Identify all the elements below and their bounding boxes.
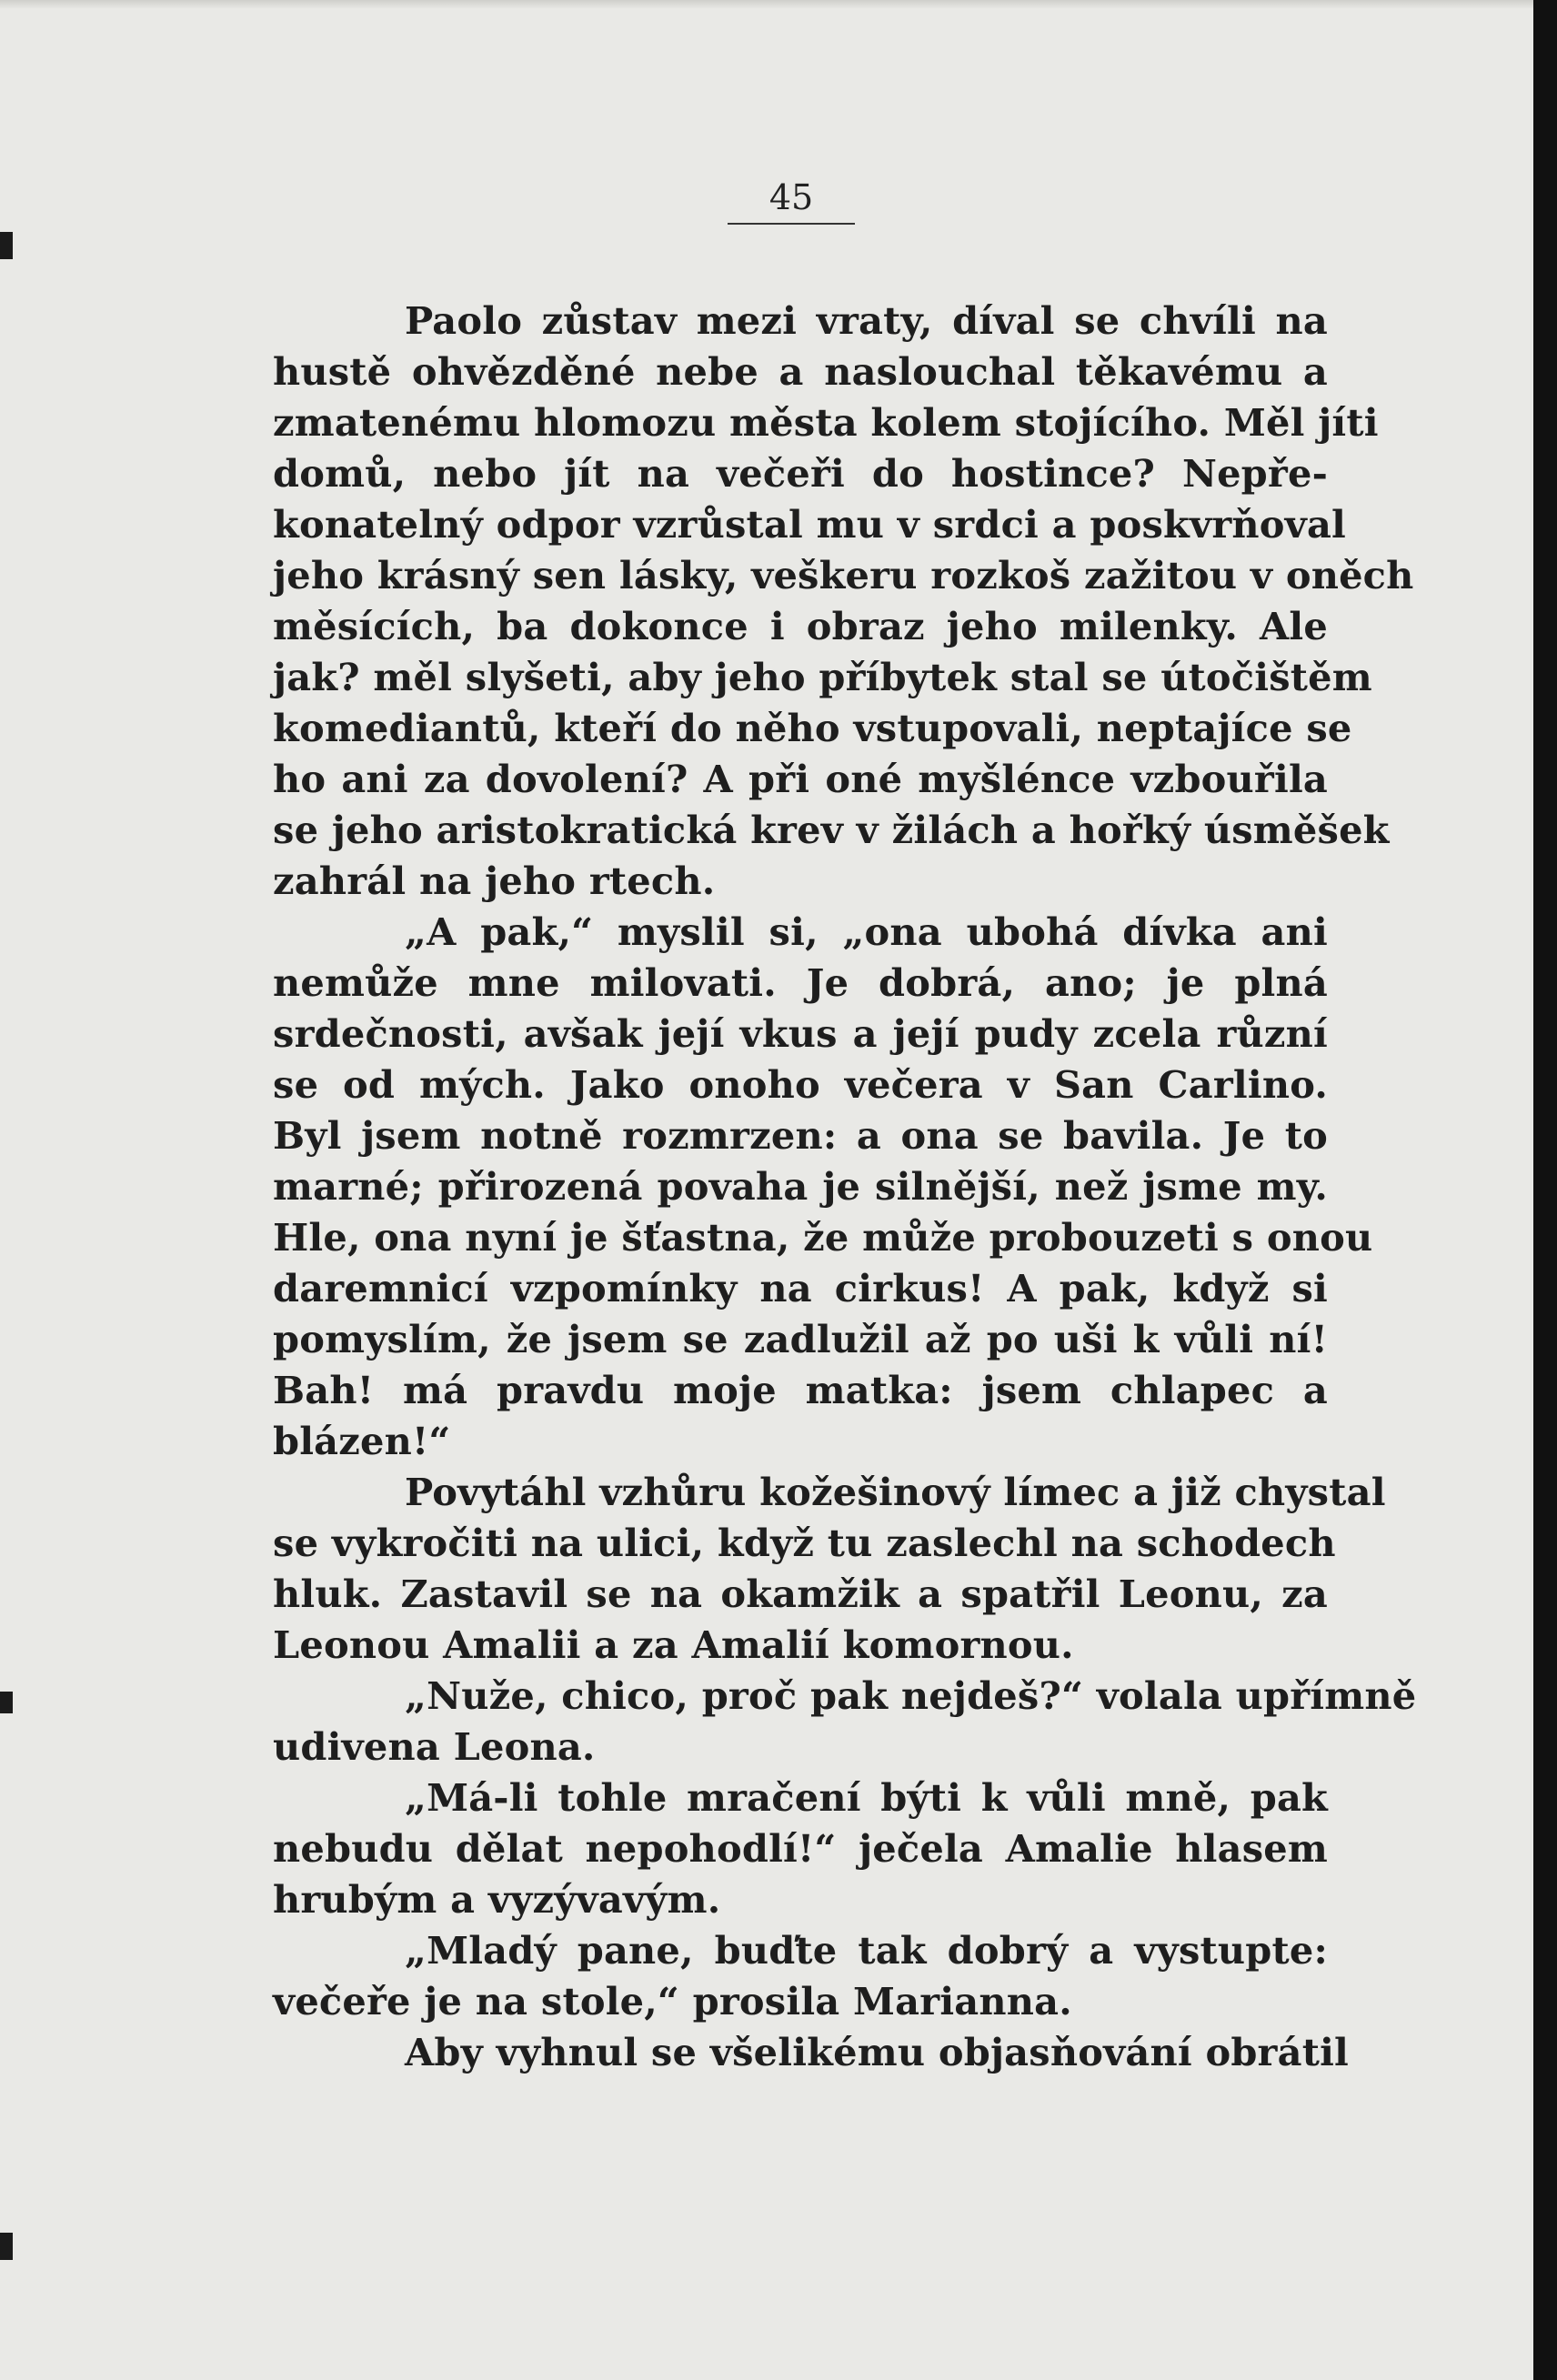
binding-mark [0,2233,13,2260]
text-line: jak? měl slyšeti, aby jeho příbytek stal se útočištěm [273,655,1372,699]
body-text [273,296,1417,2078]
text-line: daremnicí vzpomínky na cirkus! A pak, když si [273,1266,1328,1311]
text-line: „Má-li tohle mračení býti k vůli mně, pak [405,1775,1328,1820]
scan-border [1533,0,1557,2380]
text-line: Bah! má pravdu moje matka: jsem chlapec a [273,1368,1328,1412]
binding-mark [0,232,13,259]
text-line: srdečnosti, avšak její vkus a její pudy zcela různí [273,1011,1328,1056]
text-line: se od mých. Jako onoho večera v San Carlino. [273,1062,1328,1107]
page-number: 45 [728,177,855,225]
text-line: se jeho aristokratická krev v žilách a hořký úsměšek [273,808,1390,852]
text-line: domů, nebo jít na večeři do hostince? Nepře- [273,451,1328,496]
binding-mark [0,1692,13,1713]
text-line: konatelný odpor vzrůstal mu v srdci a poskvrňoval [273,502,1347,547]
text-line: jeho krásný sen lásky, veškeru rozkoš zažitou v oněch [273,553,1414,598]
text-line: „A pak,“ myslil si, „ona ubohá dívka ani [405,909,1328,954]
text-line: Aby vyhnul se všelikému objasňování obrátil [405,2030,1350,2074]
text-line: se vykročiti na ulici, když tu zaslechl na schodech [273,1521,1336,1565]
text-line: komediantů, kteří do něho vstupovali, neptajíce se [273,706,1352,750]
text-line: hluk. Zastavil se na okamžik a spatřil Leonu, za [273,1572,1328,1616]
text-line: „Nuže, chico, proč pak nejdeš?“ volala upřímně [405,1673,1417,1718]
text-line: ho ani za dovolení? A při oné myšlénce vzbouřila [273,757,1328,801]
text-line: nebudu dělat nepohodlí!“ ječela Amalie hlasem [273,1826,1328,1871]
text-line: Hle, ona nyní je šťastna, že může probouzeti s onou [273,1215,1373,1260]
text-line: udivena Leona. [273,1724,596,1769]
text-line: blázen!“ [273,1419,451,1463]
text-line: nemůže mne milovati. Je dobrá, ano; je plná [273,960,1328,1005]
text-line: hrubým a vyzývavým. [273,1877,721,1922]
text-line: Povytáhl vzhůru kožešinový límec a již chystal [405,1470,1386,1514]
text-line: pomyslím, že jsem se zadlužil až po uši k vůli ní! [273,1317,1328,1361]
text-line: Byl jsem notně rozmrzen: a ona se bavila. Je to [273,1113,1328,1158]
text-line: marné; přirozená povaha je silnější, než jsme my. [273,1164,1328,1209]
text-line: Leonou Amalii a za Amalií komornou. [273,1622,1074,1667]
text-line: večeře je na stole,“ prosila Marianna. [273,1979,1072,2024]
text-line: „Mladý pane, buďte tak dobrý a vystupte: [405,1928,1328,1973]
text-line: zmatenému hlomozu města kolem stojícího. Měl jíti [273,400,1379,445]
text-line: zahrál na jeho rtech. [273,859,716,903]
text-line: hustě ohvězděné nebe a naslouchal těkavému a [273,349,1328,394]
text-line: Paolo zůstav mezi vraty, díval se chvíli na [405,298,1328,343]
text-line: měsících, ba dokonce i obraz jeho milenky. Ale [273,604,1328,648]
page-top-edge [0,0,1533,9]
